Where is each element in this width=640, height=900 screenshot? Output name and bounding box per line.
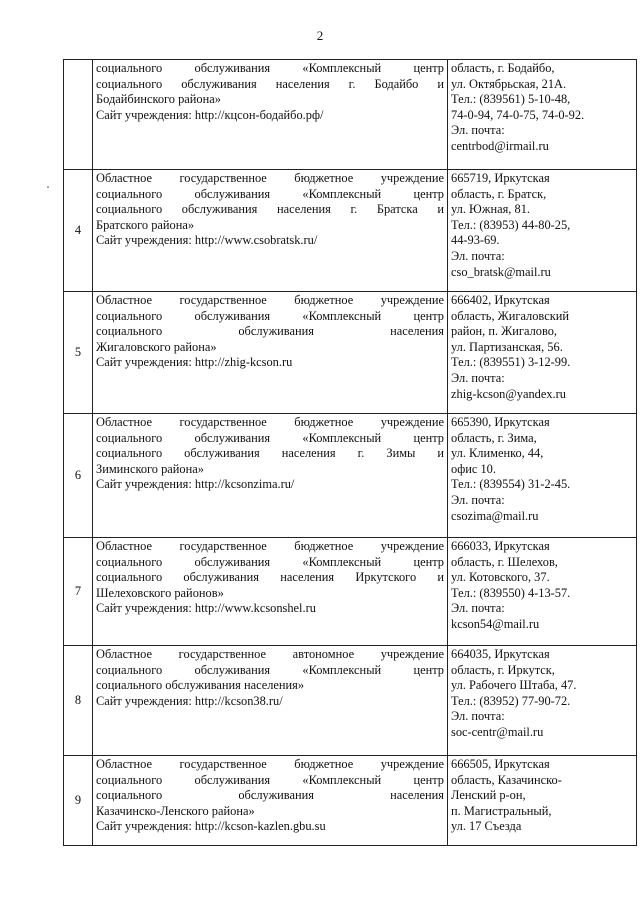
contact-line: soc-centr@mail.ru: [451, 724, 544, 739]
institution-name-line: социального обслуживания населения: [96, 788, 444, 803]
table-row: [64, 646, 637, 756]
contact-line: Эл. почта:: [451, 601, 505, 616]
contact-line: Тел.: (839561) 5-10-48,: [451, 92, 571, 107]
contact-line: 666505, Иркутская: [451, 757, 550, 771]
row-number: 4: [64, 170, 93, 292]
institution-name-line: социального обслуживания населения г. Братска и: [96, 202, 444, 217]
institution-description: [93, 538, 448, 646]
institution-name-line: социального обслуживания населения Иркутского и: [96, 570, 444, 585]
institution-contacts: [448, 756, 637, 846]
institution-name-line: социального обслуживания населения г. Зимы и: [96, 446, 444, 461]
contact-line: область, г. Зима,: [451, 430, 537, 445]
contact-line: ул. Партизанская, 56.: [451, 339, 563, 354]
contact-line: область, г. Братск,: [451, 186, 547, 201]
institution-website: Сайт учреждения: http://кцсон-бодайбо.рф/: [96, 107, 324, 122]
institution-name-line: социального обслуживания «Комплексный центр: [96, 308, 444, 323]
contact-line: район, п. Жигалово,: [451, 324, 558, 339]
contact-line: область, г. Бодайбо,: [451, 61, 555, 75]
table-row: [64, 756, 637, 846]
institution-contacts: [448, 538, 637, 646]
institution-name-line: социального обслуживания «Комплексный центр: [96, 61, 444, 75]
row-number: 9: [64, 756, 93, 846]
institutions-table: [63, 59, 637, 846]
contact-line: 74-0-94, 74-0-75, 74-0-92.: [451, 107, 585, 122]
contact-line: 665719, Иркутская: [451, 171, 550, 185]
table-row: [64, 60, 637, 170]
contact-line: область, г. Иркутск,: [451, 662, 555, 677]
institution-name-line: Жигаловского района»: [96, 339, 217, 354]
institution-description: [93, 60, 448, 170]
row-number: 8: [64, 646, 93, 756]
contact-line: Эл. почта:: [451, 709, 505, 724]
contact-line: 44-93-69.: [451, 233, 500, 248]
institution-contacts: [448, 646, 637, 756]
contact-line: область, Казачинско-: [451, 772, 562, 787]
contact-line: Тел.: (839550) 4-13-57.: [451, 585, 571, 600]
institution-contacts: [448, 292, 637, 414]
institution-website: Сайт учреждения: http://zhig-kcson.ru: [96, 355, 293, 370]
contact-line: Тел.: (83953) 44-80-25,: [451, 217, 571, 232]
contact-line: ул. Октябрьская, 21А.: [451, 76, 567, 91]
institution-website: Сайт учреждения: http://kcson38.ru/: [96, 693, 283, 708]
row-number: [64, 60, 93, 170]
contact-line: Тел.: (839554) 31-2-45.: [451, 477, 571, 492]
institution-name-line: социального обслуживания «Комплексный центр: [96, 772, 444, 787]
contact-line: ул. Южная, 81.: [451, 202, 530, 217]
contact-line: 664035, Иркутская: [451, 647, 550, 661]
institution-name-line: Областное государственное бюджетное учреждение: [96, 757, 444, 771]
institution-name-line: социального обслуживания «Комплексный центр: [96, 662, 444, 677]
institution-website: Сайт учреждения: http://kcsonzima.ru/: [96, 477, 295, 492]
institution-name-line: социального обслуживания населения г. Бодайбо и: [96, 76, 444, 91]
institution-name-line: Областное государственное бюджетное учреждение: [96, 171, 444, 185]
contact-line: Эл. почта:: [451, 123, 505, 138]
contact-line: ул. Клименко, 44,: [451, 446, 544, 461]
table-row: [64, 538, 637, 646]
institution-description: [93, 170, 448, 292]
row-number: 6: [64, 414, 93, 538]
table-row: [64, 414, 637, 538]
institution-name-line: Зиминского района»: [96, 461, 204, 476]
institution-name-line: Бодайбинского района»: [96, 92, 221, 107]
contact-line: Эл. почта:: [451, 492, 505, 507]
contact-line: zhig-kcson@yandex.ru: [451, 386, 566, 401]
institutions-table-body: [64, 60, 637, 846]
institution-website: Сайт учреждения: http://www.kcsonshel.ru: [96, 601, 316, 616]
contact-line: Эл. почта:: [451, 370, 505, 385]
contact-line: область, Жигаловский: [451, 308, 569, 323]
contact-line: офис 10.: [451, 461, 496, 476]
institution-website: Сайт учреждения: http://www.csobratsk.ru/: [96, 233, 318, 248]
institution-name-line: социального обслуживания населения: [96, 324, 444, 339]
page-number: 2: [316, 28, 324, 43]
institution-name-line: Шелеховского районов»: [96, 585, 224, 600]
contact-line: область, г. Шелехов,: [451, 554, 558, 569]
institution-name-line: социального обслуживания «Комплексный центр: [96, 554, 444, 569]
institution-contacts: [448, 414, 637, 538]
contact-line: 665390, Иркутская: [451, 415, 550, 429]
row-number: 5: [64, 292, 93, 414]
institution-description: [93, 646, 448, 756]
contact-line: Тел.: (83952) 77-90-72.: [451, 693, 571, 708]
contact-line: 666033, Иркутская: [451, 539, 550, 553]
contact-line: Ленский р-он,: [451, 788, 526, 803]
contact-line: centrbod@irmail.ru: [451, 138, 549, 153]
table-row: [64, 292, 637, 414]
contact-line: ул. 17 Съезда: [451, 819, 522, 834]
contact-line: Тел.: (839551) 3-12-99.: [451, 355, 571, 370]
institution-description: [93, 756, 448, 846]
institution-contacts: [448, 60, 637, 170]
institution-name-line: Казачинско-Ленского района»: [96, 803, 255, 818]
contact-line: ул. Котовского, 37.: [451, 570, 550, 585]
institution-website: Сайт учреждения: http://kcson-kazlen.gbu.su: [96, 819, 326, 834]
institution-name-line: социального обслуживания «Комплексный центр: [96, 186, 444, 201]
contact-line: csozima@mail.ru: [451, 508, 539, 523]
institution-name-line: Братского района»: [96, 217, 195, 232]
contact-line: ул. Рабочего Штаба, 47.: [451, 678, 577, 693]
institution-name-line: Областное государственное бюджетное учреждение: [96, 539, 444, 553]
institution-name-line: Областное государственное бюджетное учреждение: [96, 293, 444, 307]
row-number: 7: [64, 538, 93, 646]
institution-name-line: Областное государственное бюджетное учреждение: [96, 415, 444, 429]
institution-name-line: социального обслуживания населения»: [96, 678, 305, 693]
contact-line: kcson54@mail.ru: [451, 616, 540, 631]
contact-line: 666402, Иркутская: [451, 293, 550, 307]
table-row: [64, 170, 637, 292]
institution-description: [93, 292, 448, 414]
scan-speck: [47, 186, 49, 188]
institution-description: [93, 414, 448, 538]
institution-name-line: социального обслуживания «Комплексный центр: [96, 430, 444, 445]
contact-line: п. Магистральный,: [451, 803, 552, 818]
institution-name-line: Областное государственное автономное учреждение: [96, 647, 444, 661]
contact-line: cso_bratsk@mail.ru: [451, 264, 551, 279]
institution-contacts: [448, 170, 637, 292]
contact-line: Эл. почта:: [451, 248, 505, 263]
